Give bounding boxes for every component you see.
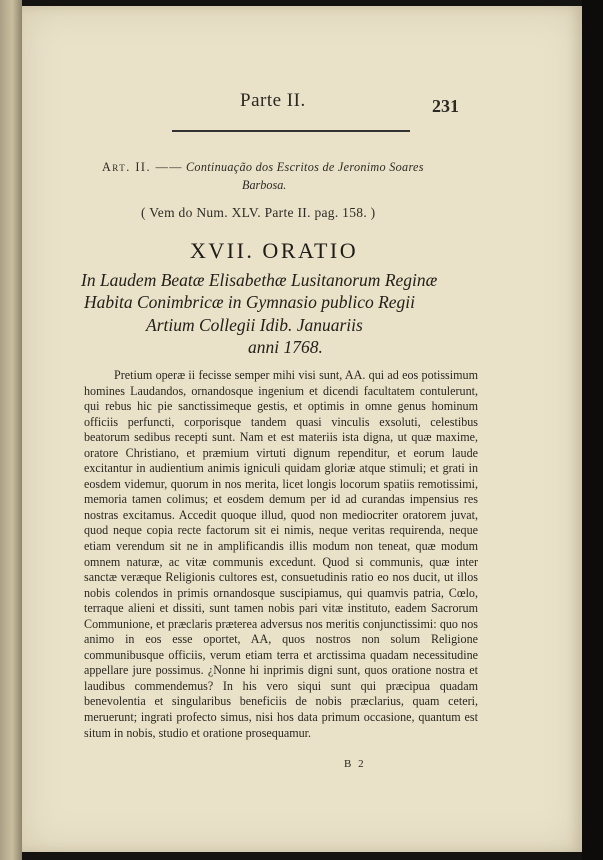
- signature-mark: B 2: [344, 758, 366, 770]
- article-label: Art. II. ——: [102, 160, 183, 174]
- oratio-body-paragraph: Pretium operæ ii fecisse semper mihi visi sunt, AA. qui ad eos potissimum homines Laudandos, ornandosque ingenium et dicendi facultatem contulerunt, qui rebus hic pie sanctissimeque gestis, et optimis in omne genus hominum officiis perfuncti, corporisque tandem quasi vinculis exsoluti, celestibus beatorum sedibus recepti sunt. Nam et est materiis ista digna, ut quæ maxime, oratore Christiano, et præmium virtuti dignum rependitur, et eorum laude excitantur in audientium animis igniculi quidam gloriæ atque stimuli; et grati in eosdem videmur, quorum in nos merita, licet longis locorum spatiis remotissimi, memoria tamen colimus; et eosdem demum per id ad curandas impensius res nostras excitamus. Accedit quoque illud, quod non mediocriter oratorem juvat, quod neque copia recte factorum sit ei nimis, neque veritas requirenda, neque etiam verendum sit ne in amplificandis illis modum non teneat, quæ modum omnem naturæ, ac vitæ communis excedunt. Quod si communis, quæ inter sanctæ veræque Religionis cultores est, consuetudinis ratio eo nos ducit, ut illos nobis colendos in primis ornandosque suscipiamus, qui quamvis patria, Cœlo, terraque alieni et dissiti, sunt tamen nobis pari vitæ instituto, eadem Sacrorum Communione, et præclaris præterea adversus nos meritis conjunctissimi: quo nos animo in eos esse oportet, AA, quos nostros non solum Religione communibusque officiis, verum etiam terra et arctissima quadam necessitudine appellare jure possimus. ¿Nonne hi inprimis digni sunt, quos oratione nostra et laudibus commendemus? In his vero siqui sunt qui præcipua quadam benevolentia et singularibus beneficiis de nobis præclarius, quam ceteri, meruerunt; ingrati profecto simus, nisi hos data primum occasione, quantum est situm in nobis, studio et oratione prosequamur.: [84, 368, 478, 740]
- subtitle-line-3: Artium Collegii Idib. Januariis: [146, 315, 363, 335]
- book-page: [22, 6, 582, 852]
- page-number: 231: [432, 96, 459, 116]
- source-note: ( Vem do Num. XLV. Parte II. pag. 158. ): [141, 205, 376, 220]
- subtitle-line-4: anni 1768.: [248, 337, 323, 357]
- header-rule: [172, 130, 410, 132]
- article-continuation: Continuação dos Escritos de Jeronimo Soares: [186, 160, 424, 174]
- background-shadow: [582, 0, 603, 860]
- article-continuation-line2: Barbosa.: [242, 178, 287, 192]
- previous-page-edge: [0, 0, 22, 860]
- article-heading: [102, 160, 492, 175]
- subtitle-line-1: In Laudem Beatæ Elisabethæ Lusitanorum Reginæ: [81, 270, 438, 290]
- running-head: Parte II.: [240, 90, 306, 111]
- subtitle-line-2: Habita Conimbricæ in Gymnasio publico Regii: [84, 292, 416, 312]
- oratio-title: XVII. ORATIO: [190, 238, 359, 263]
